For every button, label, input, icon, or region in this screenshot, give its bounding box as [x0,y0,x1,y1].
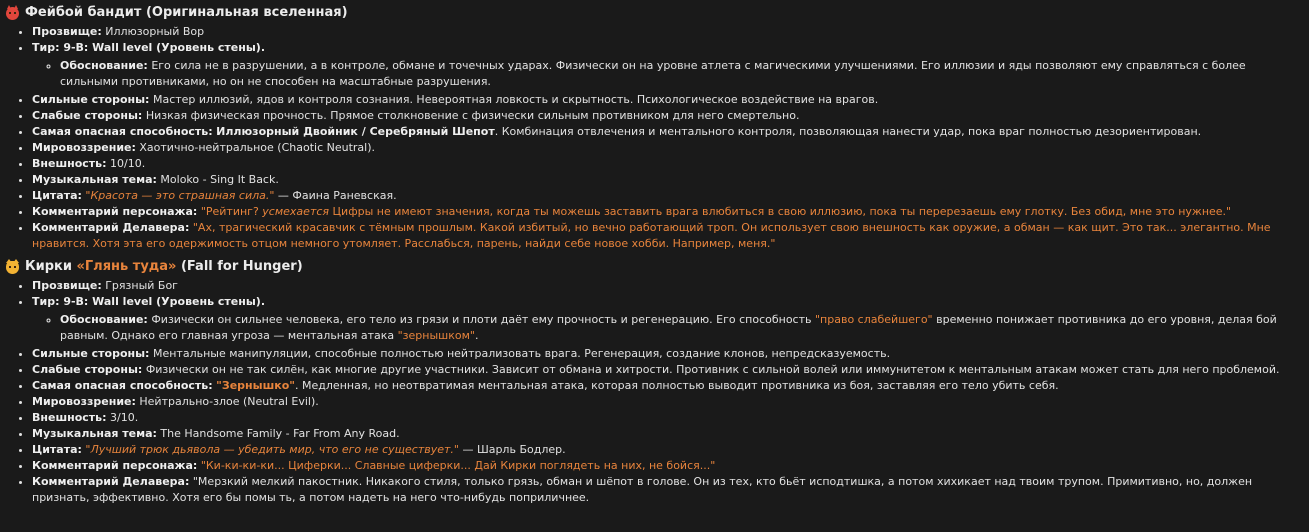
list-item-strengths: • Сильные стороны: Ментальные манипуляции, способные полностью нейтрализовать врага. Регенерация, создание клонов, непредсказуемость. [32,346,1303,362]
list-item-theme: • Музыкальная тема: Moloko - Sing It Back. [32,172,1303,188]
list-item-ability: • Самая опасная способность: "Зернышко". Медленная, но неотвратимая ментальная атака, которая полностью выводит противника из боя, заставляя его тело убить себя. [32,378,1303,394]
list-item-looks: • Внешность: 3/10. [32,410,1303,426]
list-item-ability: • Самая опасная способность: Иллюзорный Двойник / Серебряный Шепот. Комбинация отвлечения и ментального контроля, позволяющая нанести удар, пока враг полностью дезориентирован. [32,124,1303,140]
list-item-tier: • Тир: 9-B: Wall level (Уровень стены). ◦ Обоснование: Его сила не в разрушении, а в контроле, обмане и точечных ударах. Физически он на уровне атлета с магическими улучшениями. Его иллюзии и яды позволяют ему справляться с более сильными противниками, но он не способен на масштабные разрушения. [32,40,1303,90]
list-item-strengths: • Сильные стороны: Мастер иллюзий, ядов и контроля сознания. Невероятная ловкость и скрытность. Психологическое воздействие на врагов. [32,92,1303,108]
list-item-nickname: • Прозвище: Грязный Бог [32,278,1303,294]
list-item-character-comment: • Комментарий персонажа: "Ки-ки-ки-ки... Циферки... Славные циферки... Дай Кирки поглядеть на них, не бойся..." [32,458,1303,474]
list-item-delaver-comment: • Комментарий Делавера: "Мерзкий мелкий пакостник. Никакого стиля, только грязь, обман и шёпот в голове. Он из тех, кто бьёт исподтишка, а потом хихикает над твоим трупом. Примитивно, но, должен признать, эффективно. Хотя его бы помы ть, а потом надеть на него что-нибудь поприличнее. [32,474,1303,506]
list-item-delaver-comment: • Комментарий Делавера: "Ах, трагический красавчик с тёмным прошлым. Какой избитый, но вечно работающий троп. Он использует свою внешность как оружие, а обман — как щит. Это так... элегантно. Мне нравится. Хотя эта его одержимость отцом немного утомляет. Расслабься, парень, найди себе новое хобби. Например, меня." [32,220,1303,252]
list-item-character-comment: • Комментарий персонажа: "Рейтинг? усмехается Цифры не имеют значения, когда ты можешь заставить врага влюбиться в свою иллюзию, пока ты перерезаешь ему глотку. Без обид, мне это нужнее." [32,204,1303,220]
heading-text: Фейбой бандит (Оригинальная вселенная) [25,5,348,20]
list-item-alignment: • Мировоззрение: Нейтрально-злое (Neutral Evil). [32,394,1303,410]
list-item-alignment: • Мировоззрение: Хаотично-нейтральное (Chaotic Neutral). [32,140,1303,156]
tier-sublist [32,312,1303,344]
section-heading-kirki [6,258,1303,276]
tier-sublist [32,58,1303,90]
cat-face-emoji-icon [6,261,19,274]
list-item-nickname: • Прозвище: Иллюзорный Вор [32,24,1303,40]
faeboy-stats-list [6,24,1303,252]
list-item-justification: ◦ Обоснование: Его сила не в разрушении, а в контроле, обмане и точечных ударах. Физически он на уровне атлета с магическими улучшениями. Его иллюзии и яды позволяют ему справляться с более сильными противниками, но он не способен на масштабные разрушения. [60,58,1303,90]
list-item-quote: • Цитата: "Лучший трюк дьявола — убедить мир, что его не существует." — Шарль Бодлер. [32,442,1303,458]
list-item-theme: • Музыкальная тема: The Handsome Family - Far From Any Road. [32,426,1303,442]
section-heading-faeboy [6,4,1303,22]
list-item-quote: • Цитата: "Красота — это страшная сила." — Фаина Раневская. [32,188,1303,204]
list-item-weaknesses: • Слабые стороны: Низкая физическая прочность. Прямое столкновение с физически сильным противником для него смертельно. [32,108,1303,124]
kirki-stats-list [6,278,1303,506]
list-item-tier: • Тир: 9-B: Wall level (Уровень стены). ◦ Обоснование: Физически он сильнее человека, его тело из грязи и плоти даёт ему прочность и регенерацию. Его способность "право слабейшего" временно понижает противника до его уровня, делая бой равным. Однако его главная угроза — ментальная атака "зернышком". [32,294,1303,344]
heading-text-prefix: Кирки [25,259,77,274]
heading-text-suffix: (Fall for Hunger) [176,259,303,274]
heading-text-orange: «Глянь туда» [76,259,177,274]
list-item-weaknesses: • Слабые стороны: Физически он не так силён, как многие другие участники. Зависит от обмана и хитрости. Противник с сильной волей или иммунитетом к ментальным атакам может стать для него проблемой. [32,362,1303,378]
list-item-looks: • Внешность: 10/10. [32,156,1303,172]
smiling-devil-emoji-icon [6,7,19,20]
list-item-justification: ◦ Обоснование: Физически он сильнее человека, его тело из грязи и плоти даёт ему прочность и регенерацию. Его способность "право слабейшего" временно понижает противника до его уровня, делая бой равным. Однако его главная угроза — ментальная атака "зернышком". [60,312,1303,344]
